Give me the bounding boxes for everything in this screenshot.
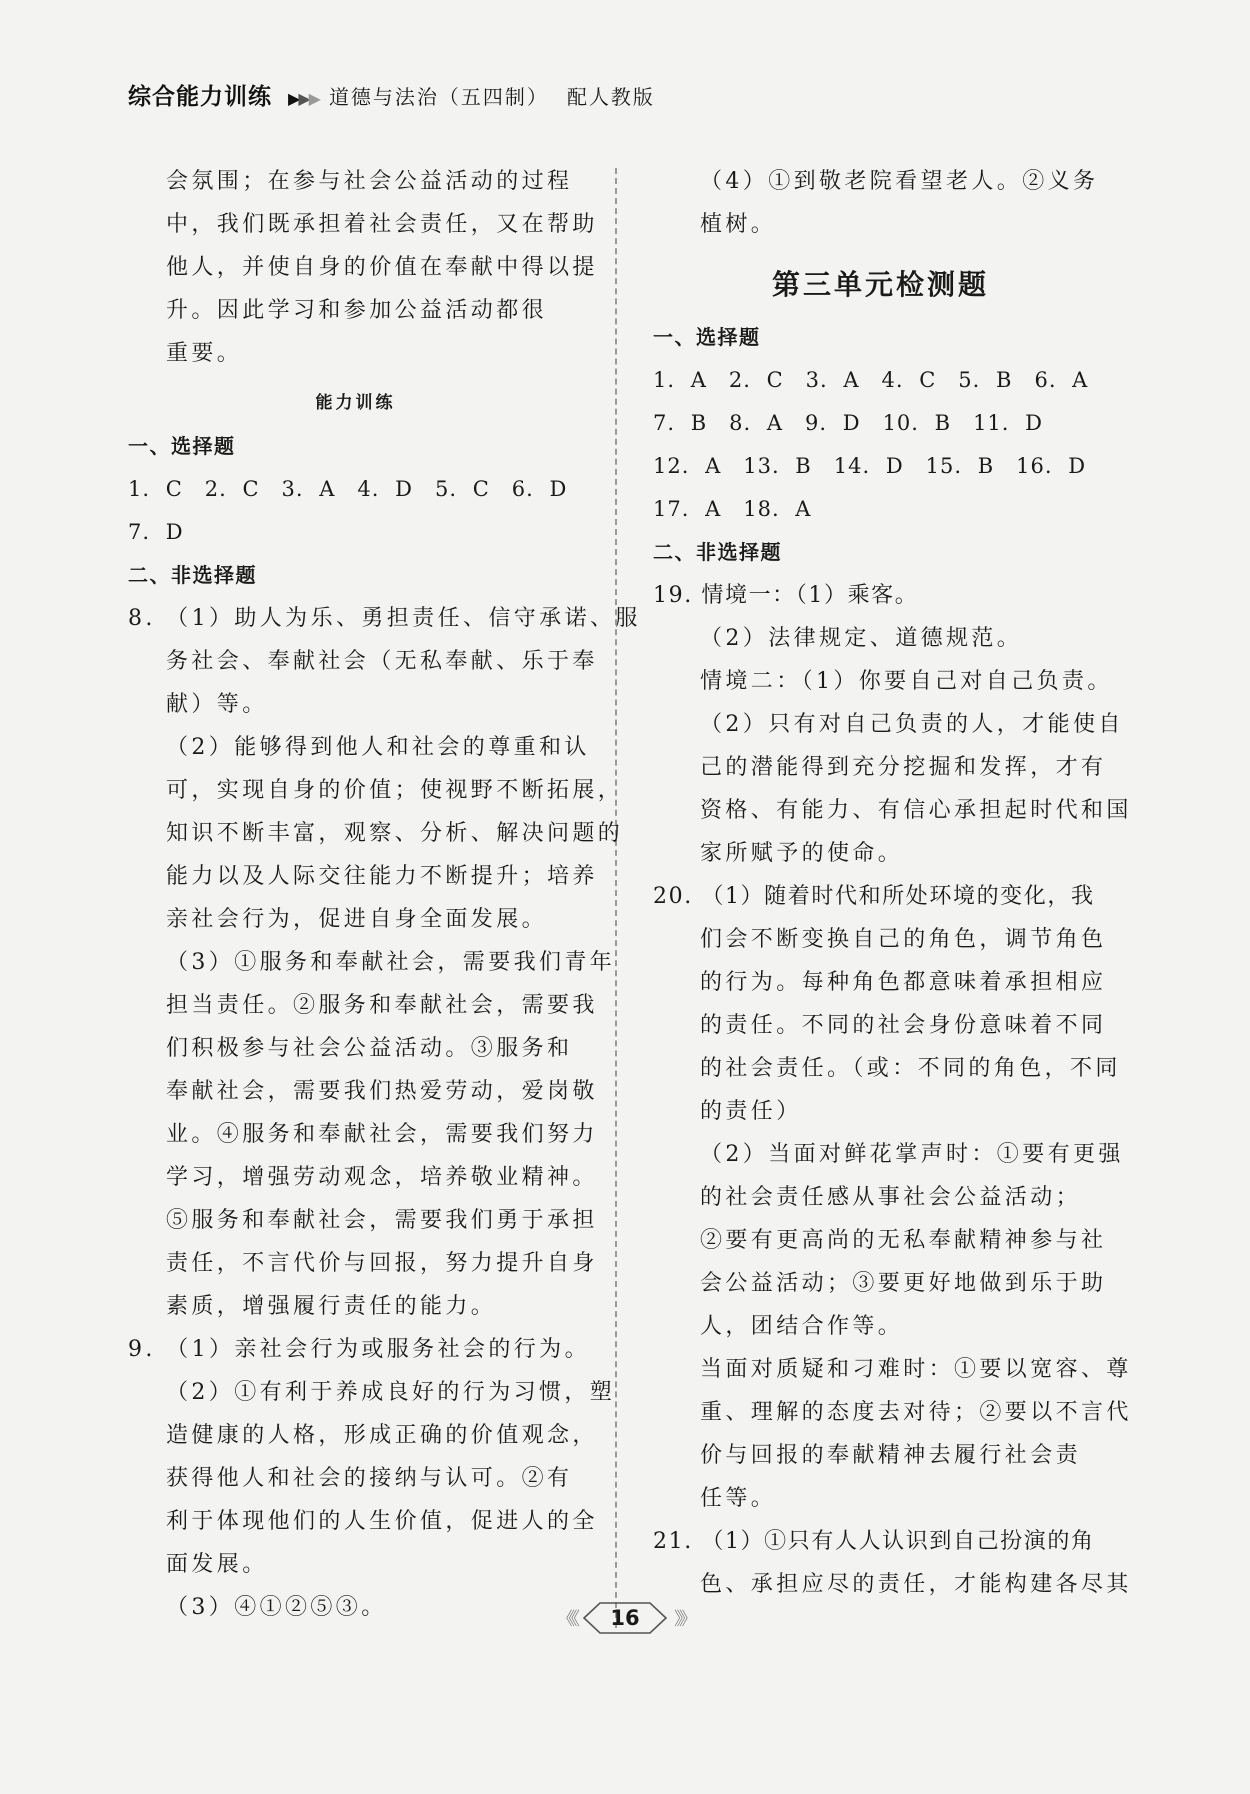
text-line: ②要有更高尚的无私奉献精神参与社 bbox=[700, 1228, 1107, 1253]
text-line: 任等。 bbox=[700, 1486, 777, 1511]
text-line: 可，实现自身的价值；使视野不断拓展， bbox=[166, 778, 624, 803]
triple-arrow-icon: ▶▶▶ bbox=[288, 89, 319, 108]
page-number-badge bbox=[520, 1598, 730, 1638]
question-20-line: 20. （1）随着时代和所处环境的变化，我 bbox=[653, 884, 1095, 909]
question-8-line: 8. （1）助人为乐、勇担责任、信守承诺、服 bbox=[128, 606, 641, 631]
text-line: 家所赋予的使命。 bbox=[700, 841, 904, 866]
right-column bbox=[653, 160, 1132, 1606]
text-line: 的社会责任感从事社会公益活动； bbox=[700, 1185, 1082, 1210]
text-line: 情境二：（1）你要自己对自己负责。 bbox=[700, 669, 1113, 694]
text-line: 重、理解的态度去对待；②要以不言代 bbox=[700, 1400, 1132, 1425]
section-heading: 二、非选择题 bbox=[653, 540, 782, 564]
text-line: 知识不断丰富，观察、分析、解决问题的 bbox=[166, 821, 624, 846]
answer-line: 7. B 8. A 9. D 10. B 11. D bbox=[653, 411, 1043, 435]
question-21-line: 21. （1）①只有人人认识到自己扮演的角 bbox=[653, 1529, 1095, 1554]
text-line: 造健康的人格，形成正确的价值观念， bbox=[166, 1423, 598, 1448]
text-line: 献）等。 bbox=[166, 692, 268, 717]
text-line: 们会不断变换自己的角色，调节角色 bbox=[700, 927, 1107, 952]
text-line: 的社会责任。（或：不同的角色，不同 bbox=[700, 1056, 1121, 1081]
text-line: 素质，增强履行责任的能力。 bbox=[166, 1294, 497, 1319]
book-title: 综合能力训练 bbox=[128, 84, 272, 110]
section-heading: 二、非选择题 bbox=[128, 563, 257, 587]
edition-label: 配人教版 bbox=[566, 85, 655, 109]
text-line: 己的潜能得到充分挖掘和发挥，才有 bbox=[700, 755, 1107, 780]
text-line: （3）④①②⑤③。 bbox=[166, 1595, 387, 1620]
text-line: 们积极参与社会公益活动。③服务和 bbox=[166, 1036, 573, 1061]
page-number: 16 bbox=[610, 1606, 640, 1630]
text-line: 当面对质疑和刁难时：①要以宽容、尊 bbox=[700, 1357, 1132, 1382]
text-line: 会公益活动；③要更好地做到乐于助 bbox=[700, 1271, 1107, 1296]
text-line: 的责任） bbox=[700, 1099, 802, 1124]
text-line: 业。④服务和奉献社会，需要我们努力 bbox=[166, 1122, 598, 1147]
text-line: 担当责任。②服务和奉献社会，需要我 bbox=[166, 993, 598, 1018]
answer-line: 17. A 18. A bbox=[653, 497, 812, 521]
unit-test-title: 第三单元检测题 bbox=[771, 268, 989, 301]
text-line: 的责任。不同的社会身份意味着不同 bbox=[700, 1013, 1107, 1038]
page-header bbox=[128, 78, 655, 118]
text-line: 他人，并使自身的价值在奉献中得以提 bbox=[166, 255, 598, 280]
subject-title: 道德与法治（五四制） bbox=[328, 85, 549, 109]
text-line: 学习，增强劳动观念，培养敬业精神。 bbox=[166, 1165, 598, 1190]
answer-line: 1. C 2. C 3. A 4. D 5. C 6. D bbox=[128, 477, 568, 501]
answer-line: 7. D bbox=[128, 520, 184, 544]
subsection-title: 能力训练 bbox=[315, 393, 396, 413]
answer-line: 1. A 2. C 3. A 4. C 5. B 6. A bbox=[653, 368, 1089, 392]
answer-line: 12. A 13. B 14. D 15. B 16. D bbox=[653, 454, 1087, 478]
text-line: （4）①到敬老院看望老人。②义务 bbox=[700, 169, 1099, 194]
text-line: （2）①有利于养成良好的行为习惯，塑 bbox=[166, 1380, 616, 1405]
text-line: 获得他人和社会的接纳与认可。②有 bbox=[166, 1466, 573, 1491]
text-line: 面发展。 bbox=[166, 1552, 268, 1577]
text-line: 能力以及人际交往能力不断提升；培养 bbox=[166, 864, 598, 889]
text-line: （2）当面对鲜花掌声时：①要有更强 bbox=[700, 1142, 1124, 1167]
text-line: 会氛围；在参与社会公益活动的过程 bbox=[166, 169, 573, 194]
text-line: 资格、有能力、有信心承担起时代和国 bbox=[700, 798, 1132, 823]
text-line: 利于体现他们的人生价值，促进人的全 bbox=[166, 1509, 598, 1534]
text-line: （2）能够得到他人和社会的尊重和认 bbox=[166, 735, 590, 760]
chevron-right-icon: 》》 bbox=[674, 1609, 693, 1630]
chevron-left-icon: 《《 bbox=[557, 1609, 576, 1630]
text-line: 植树。 bbox=[700, 212, 777, 237]
text-line: （3）①服务和奉献社会，需要我们青年 bbox=[166, 950, 616, 975]
column-divider bbox=[615, 168, 617, 1628]
question-9-line: 9. （1）亲社会行为或服务社会的行为。 bbox=[128, 1337, 590, 1362]
text-line: 价与回报的奉献精神去履行社会责 bbox=[700, 1443, 1082, 1468]
text-line: ⑤服务和奉献社会，需要我们勇于承担 bbox=[166, 1208, 598, 1233]
text-line: 中，我们既承担着社会责任，又在帮助 bbox=[166, 212, 598, 237]
section-heading: 一、选择题 bbox=[653, 325, 761, 349]
text-line: （2）只有对自己负责的人，才能使自 bbox=[700, 712, 1124, 737]
text-line: 务社会、奉献社会（无私奉献、乐于奉 bbox=[166, 649, 598, 674]
text-line: （2）法律规定、道德规范。 bbox=[700, 626, 1023, 651]
text-line: 重要。 bbox=[166, 341, 243, 366]
text-line: 升。因此学习和参加公益活动都很 bbox=[166, 298, 548, 323]
text-line: 奉献社会，需要我们热爱劳动，爱岗敬 bbox=[166, 1079, 598, 1104]
text-line: 色、承担应尽的责任，才能构建各尽其 bbox=[700, 1572, 1132, 1597]
page-number-frame bbox=[582, 1601, 668, 1635]
text-line: 亲社会行为，促进自身全面发展。 bbox=[166, 907, 548, 932]
text-line: 的行为。每种角色都意味着承担相应 bbox=[700, 970, 1107, 995]
text-line: 责任，不言代价与回报，努力提升自身 bbox=[166, 1251, 598, 1276]
section-heading: 一、选择题 bbox=[128, 434, 236, 458]
question-19-line: 19. 情境一：（1）乘客。 bbox=[653, 583, 919, 608]
text-line: 人，团结合作等。 bbox=[700, 1314, 904, 1339]
